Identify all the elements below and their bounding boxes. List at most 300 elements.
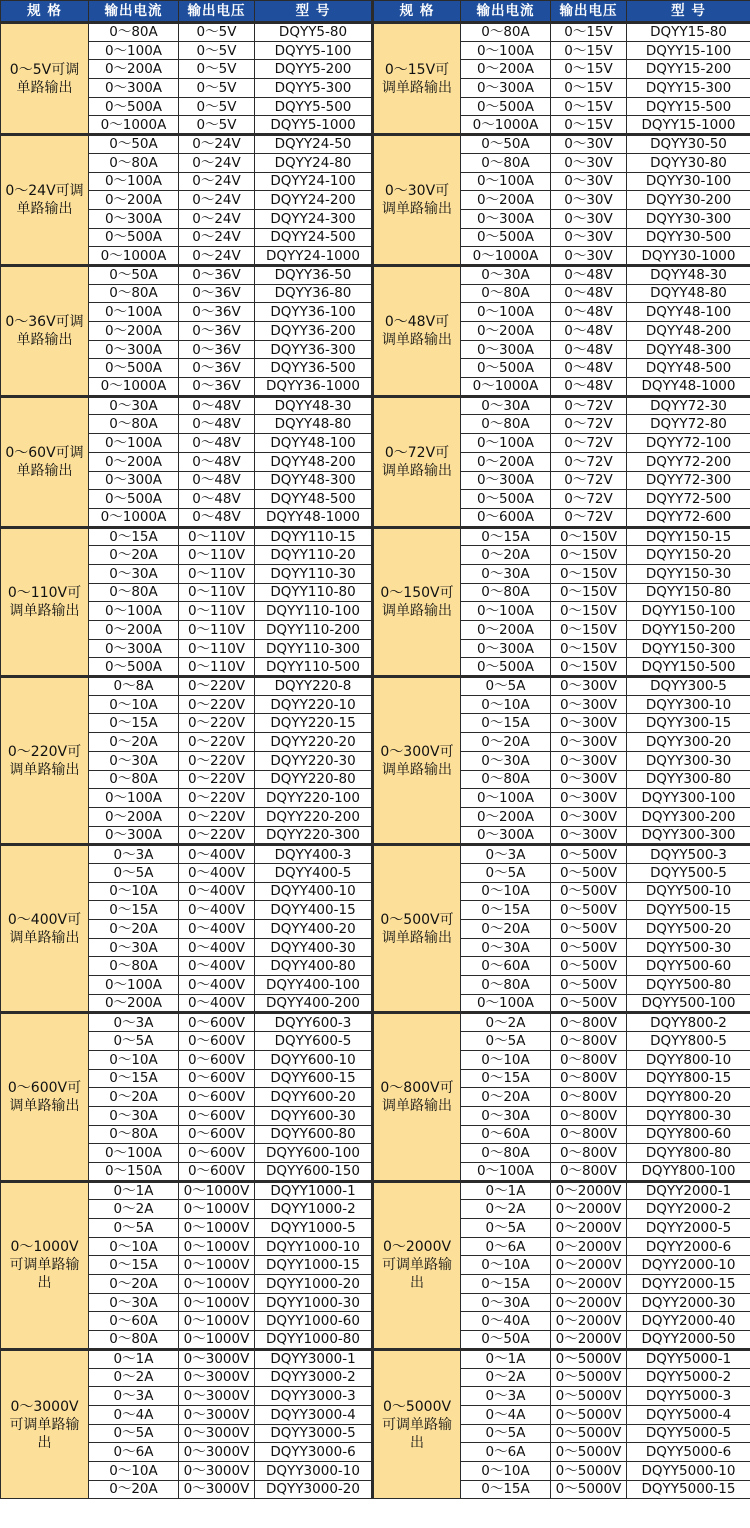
output-voltage-cell: 0～400V [179,938,255,957]
output-voltage-cell: 0～48V [551,378,627,397]
model-cell: DQYY30-200 [627,191,750,210]
model-cell: DQYY300-100 [627,789,750,808]
output-current-cell: 0～200A [89,621,179,640]
output-voltage-cell: 0～220V [179,677,255,696]
output-voltage-cell: 0～15V [551,41,627,60]
model-cell: DQYY150-30 [627,564,750,583]
output-voltage-cell: 0～15V [551,60,627,79]
model-cell: DQYY500-60 [627,957,750,976]
output-voltage-cell: 0～30V [551,172,627,191]
output-current-cell: 0～15A [89,527,179,546]
spec-group-label: 0～110V可调单路输出 [1,527,89,677]
model-cell: DQYY2000-10 [627,1256,750,1275]
output-current-cell: 0～1000A [89,116,179,135]
model-cell: DQYY110-30 [255,564,373,583]
model-cell: DQYY2000-15 [627,1275,750,1294]
model-cell: DQYY500-5 [627,863,750,882]
model-cell: DQYY2000-1 [627,1181,750,1200]
output-voltage-cell: 0～1000V [179,1181,255,1200]
output-current-cell: 0～500A [461,228,551,247]
output-voltage-cell: 0～600V [179,1050,255,1069]
model-cell: DQYY300-300 [627,826,750,845]
table-row [1,845,750,864]
output-voltage-cell: 0～36V [179,322,255,341]
output-current-cell: 0～100A [461,1162,551,1181]
output-voltage-cell: 0～48V [179,471,255,490]
model-cell: DQYY150-15 [627,527,750,546]
model-cell: DQYY24-1000 [255,247,373,266]
output-current-cell: 0～500A [461,97,551,116]
model-cell: DQYY800-100 [627,1162,750,1181]
output-voltage-cell: 0～800V [551,1050,627,1069]
output-current-cell: 0～500A [89,228,179,247]
output-voltage-cell: 0～150V [551,658,627,677]
output-voltage-cell: 0～150V [551,639,627,658]
output-voltage-cell: 0～110V [179,602,255,621]
output-current-cell: 0～1A [461,1181,551,1200]
output-voltage-cell: 0～2000V [551,1256,627,1275]
spec-group-label: 0～5V可调单路输出 [1,23,89,135]
output-voltage-cell: 0～300V [551,826,627,845]
output-voltage-cell: 0～5V [179,79,255,98]
header-model-right: 型 号 [627,1,750,23]
output-current-cell: 0～100A [461,41,551,60]
output-voltage-cell: 0～500V [551,976,627,995]
output-current-cell: 0～6A [461,1237,551,1256]
output-voltage-cell: 0～2000V [551,1200,627,1219]
output-current-cell: 0～80A [89,957,179,976]
output-current-cell: 0～5A [461,863,551,882]
model-cell: DQYY220-100 [255,789,373,808]
output-voltage-cell: 0～600V [179,1088,255,1107]
model-cell: DQYY400-15 [255,901,373,920]
output-current-cell: 0～1A [89,1349,179,1368]
model-cell: DQYY30-100 [627,172,750,191]
model-cell: DQYY30-1000 [627,247,750,266]
model-cell: DQYY15-500 [627,97,750,116]
output-voltage-cell: 0～30V [551,135,627,154]
output-current-cell: 0～80A [89,1331,179,1350]
model-cell: DQYY800-10 [627,1050,750,1069]
output-voltage-cell: 0～2000V [551,1181,627,1200]
output-current-cell: 0～20A [89,920,179,939]
output-voltage-cell: 0～5000V [551,1405,627,1424]
output-current-cell: 0～30A [461,938,551,957]
output-voltage-cell: 0～110V [179,564,255,583]
model-cell: DQYY3000-20 [255,1480,373,1499]
output-current-cell: 0～80A [89,415,179,434]
output-current-cell: 0～100A [89,41,179,60]
model-cell: DQYY15-100 [627,41,750,60]
output-voltage-cell: 0～72V [551,396,627,415]
model-cell: DQYY800-30 [627,1106,750,1125]
header-spec-right: 规 格 [373,1,461,23]
output-voltage-cell: 0～400V [179,863,255,882]
output-voltage-cell: 0～3000V [179,1443,255,1462]
output-voltage-cell: 0～72V [551,434,627,453]
model-cell: DQYY1000-10 [255,1237,373,1256]
output-current-cell: 0～500A [461,359,551,378]
model-cell: DQYY1000-15 [255,1256,373,1275]
output-voltage-cell: 0～48V [551,322,627,341]
output-voltage-cell: 0～500V [551,845,627,864]
output-current-cell: 0～80A [89,1125,179,1144]
output-current-cell: 0～3A [461,1387,551,1406]
model-cell: DQYY1000-30 [255,1293,373,1312]
spec-group-label: 0～800V可调单路输出 [373,1013,461,1181]
output-current-cell: 0～10A [89,882,179,901]
output-voltage-cell: 0～5000V [551,1480,627,1499]
output-current-cell: 0～30A [461,751,551,770]
output-current-cell: 0～80A [89,284,179,303]
model-cell: DQYY800-60 [627,1125,750,1144]
model-cell: DQYY1000-1 [255,1181,373,1200]
output-voltage-cell: 0～500V [551,882,627,901]
output-voltage-cell: 0～2000V [551,1293,627,1312]
model-cell: DQYY5000-6 [627,1443,750,1462]
output-current-cell: 0～200A [89,452,179,471]
output-voltage-cell: 0～48V [179,396,255,415]
spec-group-label: 0～5000V可调单路输出 [373,1349,461,1499]
model-cell: DQYY1000-80 [255,1331,373,1350]
output-current-cell: 0～15A [89,1069,179,1088]
output-voltage-cell: 0～48V [551,265,627,284]
output-voltage-cell: 0～150V [551,583,627,602]
output-voltage-cell: 0～220V [179,714,255,733]
output-voltage-cell: 0～30V [551,209,627,228]
output-current-cell: 0～500A [461,658,551,677]
model-cell: DQYY24-500 [255,228,373,247]
output-current-cell: 0～10A [89,1237,179,1256]
output-current-cell: 0～20A [89,733,179,752]
output-voltage-cell: 0～5V [179,41,255,60]
model-cell: DQYY2000-50 [627,1331,750,1350]
model-cell: DQYY48-300 [255,471,373,490]
model-cell: DQYY300-15 [627,714,750,733]
output-voltage-cell: 0～3000V [179,1480,255,1499]
output-voltage-cell: 0～36V [179,303,255,322]
output-voltage-cell: 0～5000V [551,1368,627,1387]
output-voltage-cell: 0～300V [551,789,627,808]
model-cell: DQYY3000-5 [255,1424,373,1443]
output-current-cell: 0～500A [89,359,179,378]
spec-table-body [1,23,750,1499]
output-current-cell: 0～200A [89,994,179,1013]
output-voltage-cell: 0～220V [179,826,255,845]
output-current-cell: 0～500A [89,490,179,509]
output-voltage-cell: 0～150V [551,602,627,621]
model-cell: DQYY5-200 [255,60,373,79]
output-voltage-cell: 0～500V [551,994,627,1013]
output-current-cell: 0～10A [89,695,179,714]
model-cell: DQYY72-30 [627,396,750,415]
output-voltage-cell: 0～5V [179,116,255,135]
model-cell: DQYY300-20 [627,733,750,752]
output-voltage-cell: 0～30V [551,228,627,247]
model-cell: DQYY48-80 [255,415,373,434]
model-cell: DQYY110-500 [255,658,373,677]
output-voltage-cell: 0～220V [179,695,255,714]
output-current-cell: 0～100A [461,994,551,1013]
output-voltage-cell: 0～500V [551,938,627,957]
spec-group-label: 0～30V可调单路输出 [373,135,461,266]
output-current-cell: 0～30A [89,396,179,415]
output-voltage-cell: 0～72V [551,490,627,509]
output-current-cell: 0～2A [461,1368,551,1387]
output-voltage-cell: 0～1000V [179,1275,255,1294]
output-voltage-cell: 0～3000V [179,1368,255,1387]
output-current-cell: 0～50A [89,135,179,154]
model-cell: DQYY110-200 [255,621,373,640]
output-current-cell: 0～100A [461,434,551,453]
output-current-cell: 0～200A [89,60,179,79]
model-cell: DQYY400-5 [255,863,373,882]
model-cell: DQYY36-300 [255,340,373,359]
output-voltage-cell: 0～300V [551,695,627,714]
output-voltage-cell: 0～220V [179,807,255,826]
table-row [1,677,750,696]
output-voltage-cell: 0～2000V [551,1237,627,1256]
spec-group-label: 0～600V可调单路输出 [1,1013,89,1181]
model-cell: DQYY48-30 [627,265,750,284]
output-voltage-cell: 0～48V [551,359,627,378]
model-cell: DQYY110-300 [255,639,373,658]
output-current-cell: 0～5A [461,677,551,696]
output-current-cell: 0～6A [89,1443,179,1462]
model-cell: DQYY72-600 [627,508,750,527]
output-current-cell: 0～80A [89,770,179,789]
output-voltage-cell: 0～36V [179,340,255,359]
model-cell: DQYY72-80 [627,415,750,434]
output-current-cell: 0～80A [89,23,179,42]
output-current-cell: 0～200A [461,621,551,640]
output-current-cell: 0～15A [89,1256,179,1275]
output-current-cell: 0～300A [89,79,179,98]
output-current-cell: 0～1000A [461,247,551,266]
output-voltage-cell: 0～220V [179,751,255,770]
model-cell: DQYY36-500 [255,359,373,378]
output-voltage-cell: 0～5000V [551,1349,627,1368]
spec-group-label: 0～300V可调单路输出 [373,677,461,845]
model-cell: DQYY800-15 [627,1069,750,1088]
model-cell: DQYY110-20 [255,546,373,565]
model-cell: DQYY3000-4 [255,1405,373,1424]
output-current-cell: 0～100A [461,789,551,808]
model-cell: DQYY150-20 [627,546,750,565]
table-row [1,265,750,284]
model-cell: DQYY500-20 [627,920,750,939]
output-current-cell: 0～600A [461,508,551,527]
output-voltage-cell: 0～600V [179,1069,255,1088]
output-voltage-cell: 0～600V [179,1013,255,1032]
output-voltage-cell: 0～48V [179,434,255,453]
model-cell: DQYY48-500 [255,490,373,509]
output-current-cell: 0～20A [461,733,551,752]
output-current-cell: 0～80A [89,583,179,602]
output-current-cell: 0～60A [461,957,551,976]
output-voltage-cell: 0～150V [551,527,627,546]
model-cell: DQYY72-300 [627,471,750,490]
output-current-cell: 0～60A [461,1125,551,1144]
output-current-cell: 0～20A [461,546,551,565]
model-cell: DQYY400-10 [255,882,373,901]
output-voltage-cell: 0～800V [551,1106,627,1125]
model-cell: DQYY220-300 [255,826,373,845]
output-current-cell: 0～100A [461,172,551,191]
model-cell: DQYY24-80 [255,153,373,172]
output-current-cell: 0～2A [461,1013,551,1032]
model-cell: DQYY5-500 [255,97,373,116]
output-current-cell: 0～300A [89,340,179,359]
output-current-cell: 0～2A [89,1200,179,1219]
model-cell: DQYY800-80 [627,1144,750,1163]
output-voltage-cell: 0～48V [551,284,627,303]
output-voltage-cell: 0～24V [179,191,255,210]
output-current-cell: 0～5A [461,1424,551,1443]
output-current-cell: 0～30A [461,1106,551,1125]
model-cell: DQYY400-3 [255,845,373,864]
output-current-cell: 0～300A [89,639,179,658]
output-voltage-cell: 0～2000V [551,1275,627,1294]
output-current-cell: 0～15A [461,1069,551,1088]
output-current-cell: 0～200A [461,191,551,210]
output-current-cell: 0～80A [461,284,551,303]
output-current-cell: 0～2A [89,1368,179,1387]
output-voltage-cell: 0～150V [551,621,627,640]
output-voltage-cell: 0～24V [179,135,255,154]
model-cell: DQYY600-80 [255,1125,373,1144]
model-cell: DQYY24-100 [255,172,373,191]
output-voltage-cell: 0～5000V [551,1461,627,1480]
model-cell: DQYY15-300 [627,79,750,98]
spec-group-label: 0～36V可调单路输出 [1,265,89,396]
model-cell: DQYY48-200 [627,322,750,341]
output-current-cell: 0～30A [461,1293,551,1312]
output-current-cell: 0～10A [461,1461,551,1480]
model-cell: DQYY500-100 [627,994,750,1013]
output-voltage-cell: 0～220V [179,733,255,752]
output-current-cell: 0～3A [461,845,551,864]
output-current-cell: 0～8A [89,677,179,696]
model-cell: DQYY1000-60 [255,1312,373,1331]
output-voltage-cell: 0～400V [179,976,255,995]
output-current-cell: 0～300A [461,79,551,98]
output-current-cell: 0～20A [89,1275,179,1294]
output-current-cell: 0～30A [461,396,551,415]
output-voltage-cell: 0～600V [179,1162,255,1181]
table-row [1,23,750,42]
model-cell: DQYY48-100 [255,434,373,453]
output-current-cell: 0～20A [89,546,179,565]
table-row [1,1013,750,1032]
output-voltage-cell: 0～36V [179,284,255,303]
output-current-cell: 0～50A [461,135,551,154]
spec-group-label: 0～72V可调单路输出 [373,396,461,527]
model-cell: DQYY3000-6 [255,1443,373,1462]
output-current-cell: 0～100A [89,172,179,191]
model-cell: DQYY5000-5 [627,1424,750,1443]
output-voltage-cell: 0～72V [551,471,627,490]
table-row [1,527,750,546]
output-voltage-cell: 0～48V [179,415,255,434]
output-voltage-cell: 0～150V [551,546,627,565]
model-cell: DQYY30-300 [627,209,750,228]
model-cell: DQYY36-200 [255,322,373,341]
output-current-cell: 0～100A [89,303,179,322]
spec-group-label: 0～3000V可调单路输出 [1,1349,89,1499]
output-current-cell: 0～200A [89,191,179,210]
output-voltage-cell: 0～24V [179,209,255,228]
model-cell: DQYY110-100 [255,602,373,621]
output-current-cell: 0～500A [461,490,551,509]
header-voltage-left: 输出电压 [179,1,255,23]
model-cell: DQYY48-30 [255,396,373,415]
output-current-cell: 0～4A [461,1405,551,1424]
model-cell: DQYY220-20 [255,733,373,752]
output-current-cell: 0～300A [461,340,551,359]
model-cell: DQYY400-100 [255,976,373,995]
output-voltage-cell: 0～150V [551,564,627,583]
model-cell: DQYY48-1000 [255,508,373,527]
model-cell: DQYY110-80 [255,583,373,602]
model-cell: DQYY48-300 [627,340,750,359]
model-cell: DQYY30-500 [627,228,750,247]
output-voltage-cell: 0～1000V [179,1200,255,1219]
output-voltage-cell: 0～24V [179,228,255,247]
output-voltage-cell: 0～15V [551,79,627,98]
output-voltage-cell: 0～110V [179,621,255,640]
output-current-cell: 0～30A [89,1293,179,1312]
model-cell: DQYY36-100 [255,303,373,322]
output-current-cell: 0～3A [89,845,179,864]
model-cell: DQYY600-20 [255,1088,373,1107]
output-current-cell: 0～500A [89,97,179,116]
output-current-cell: 0～3A [89,1387,179,1406]
output-current-cell: 0～5A [461,1032,551,1051]
model-cell: DQYY1000-20 [255,1275,373,1294]
model-cell: DQYY500-10 [627,882,750,901]
output-voltage-cell: 0～400V [179,845,255,864]
spec-group-label: 0～60V可调单路输出 [1,396,89,527]
output-current-cell: 0～100A [89,1144,179,1163]
output-voltage-cell: 0～500V [551,863,627,882]
model-cell: DQYY5-80 [255,23,373,42]
output-current-cell: 0～80A [461,153,551,172]
output-voltage-cell: 0～24V [179,247,255,266]
output-voltage-cell: 0～48V [551,340,627,359]
output-voltage-cell: 0～800V [551,1013,627,1032]
output-current-cell: 0～15A [461,1480,551,1499]
output-voltage-cell: 0～300V [551,733,627,752]
model-cell: DQYY36-50 [255,265,373,284]
output-current-cell: 0～1000A [89,378,179,397]
model-cell: DQYY2000-40 [627,1312,750,1331]
spec-group-label: 0～2000V可调单路输出 [373,1181,461,1349]
model-cell: DQYY300-80 [627,770,750,789]
output-current-cell: 0～3A [89,1013,179,1032]
header-current-right: 输出电流 [461,1,551,23]
output-voltage-cell: 0～36V [179,378,255,397]
output-voltage-cell: 0～300V [551,770,627,789]
output-voltage-cell: 0～300V [551,751,627,770]
output-voltage-cell: 0～1000V [179,1219,255,1238]
model-cell: DQYY600-30 [255,1106,373,1125]
output-current-cell: 0～80A [461,1144,551,1163]
output-voltage-cell: 0～400V [179,920,255,939]
spec-group-label: 0～24V可调单路输出 [1,135,89,266]
model-cell: DQYY30-80 [627,153,750,172]
output-current-cell: 0～5A [89,863,179,882]
